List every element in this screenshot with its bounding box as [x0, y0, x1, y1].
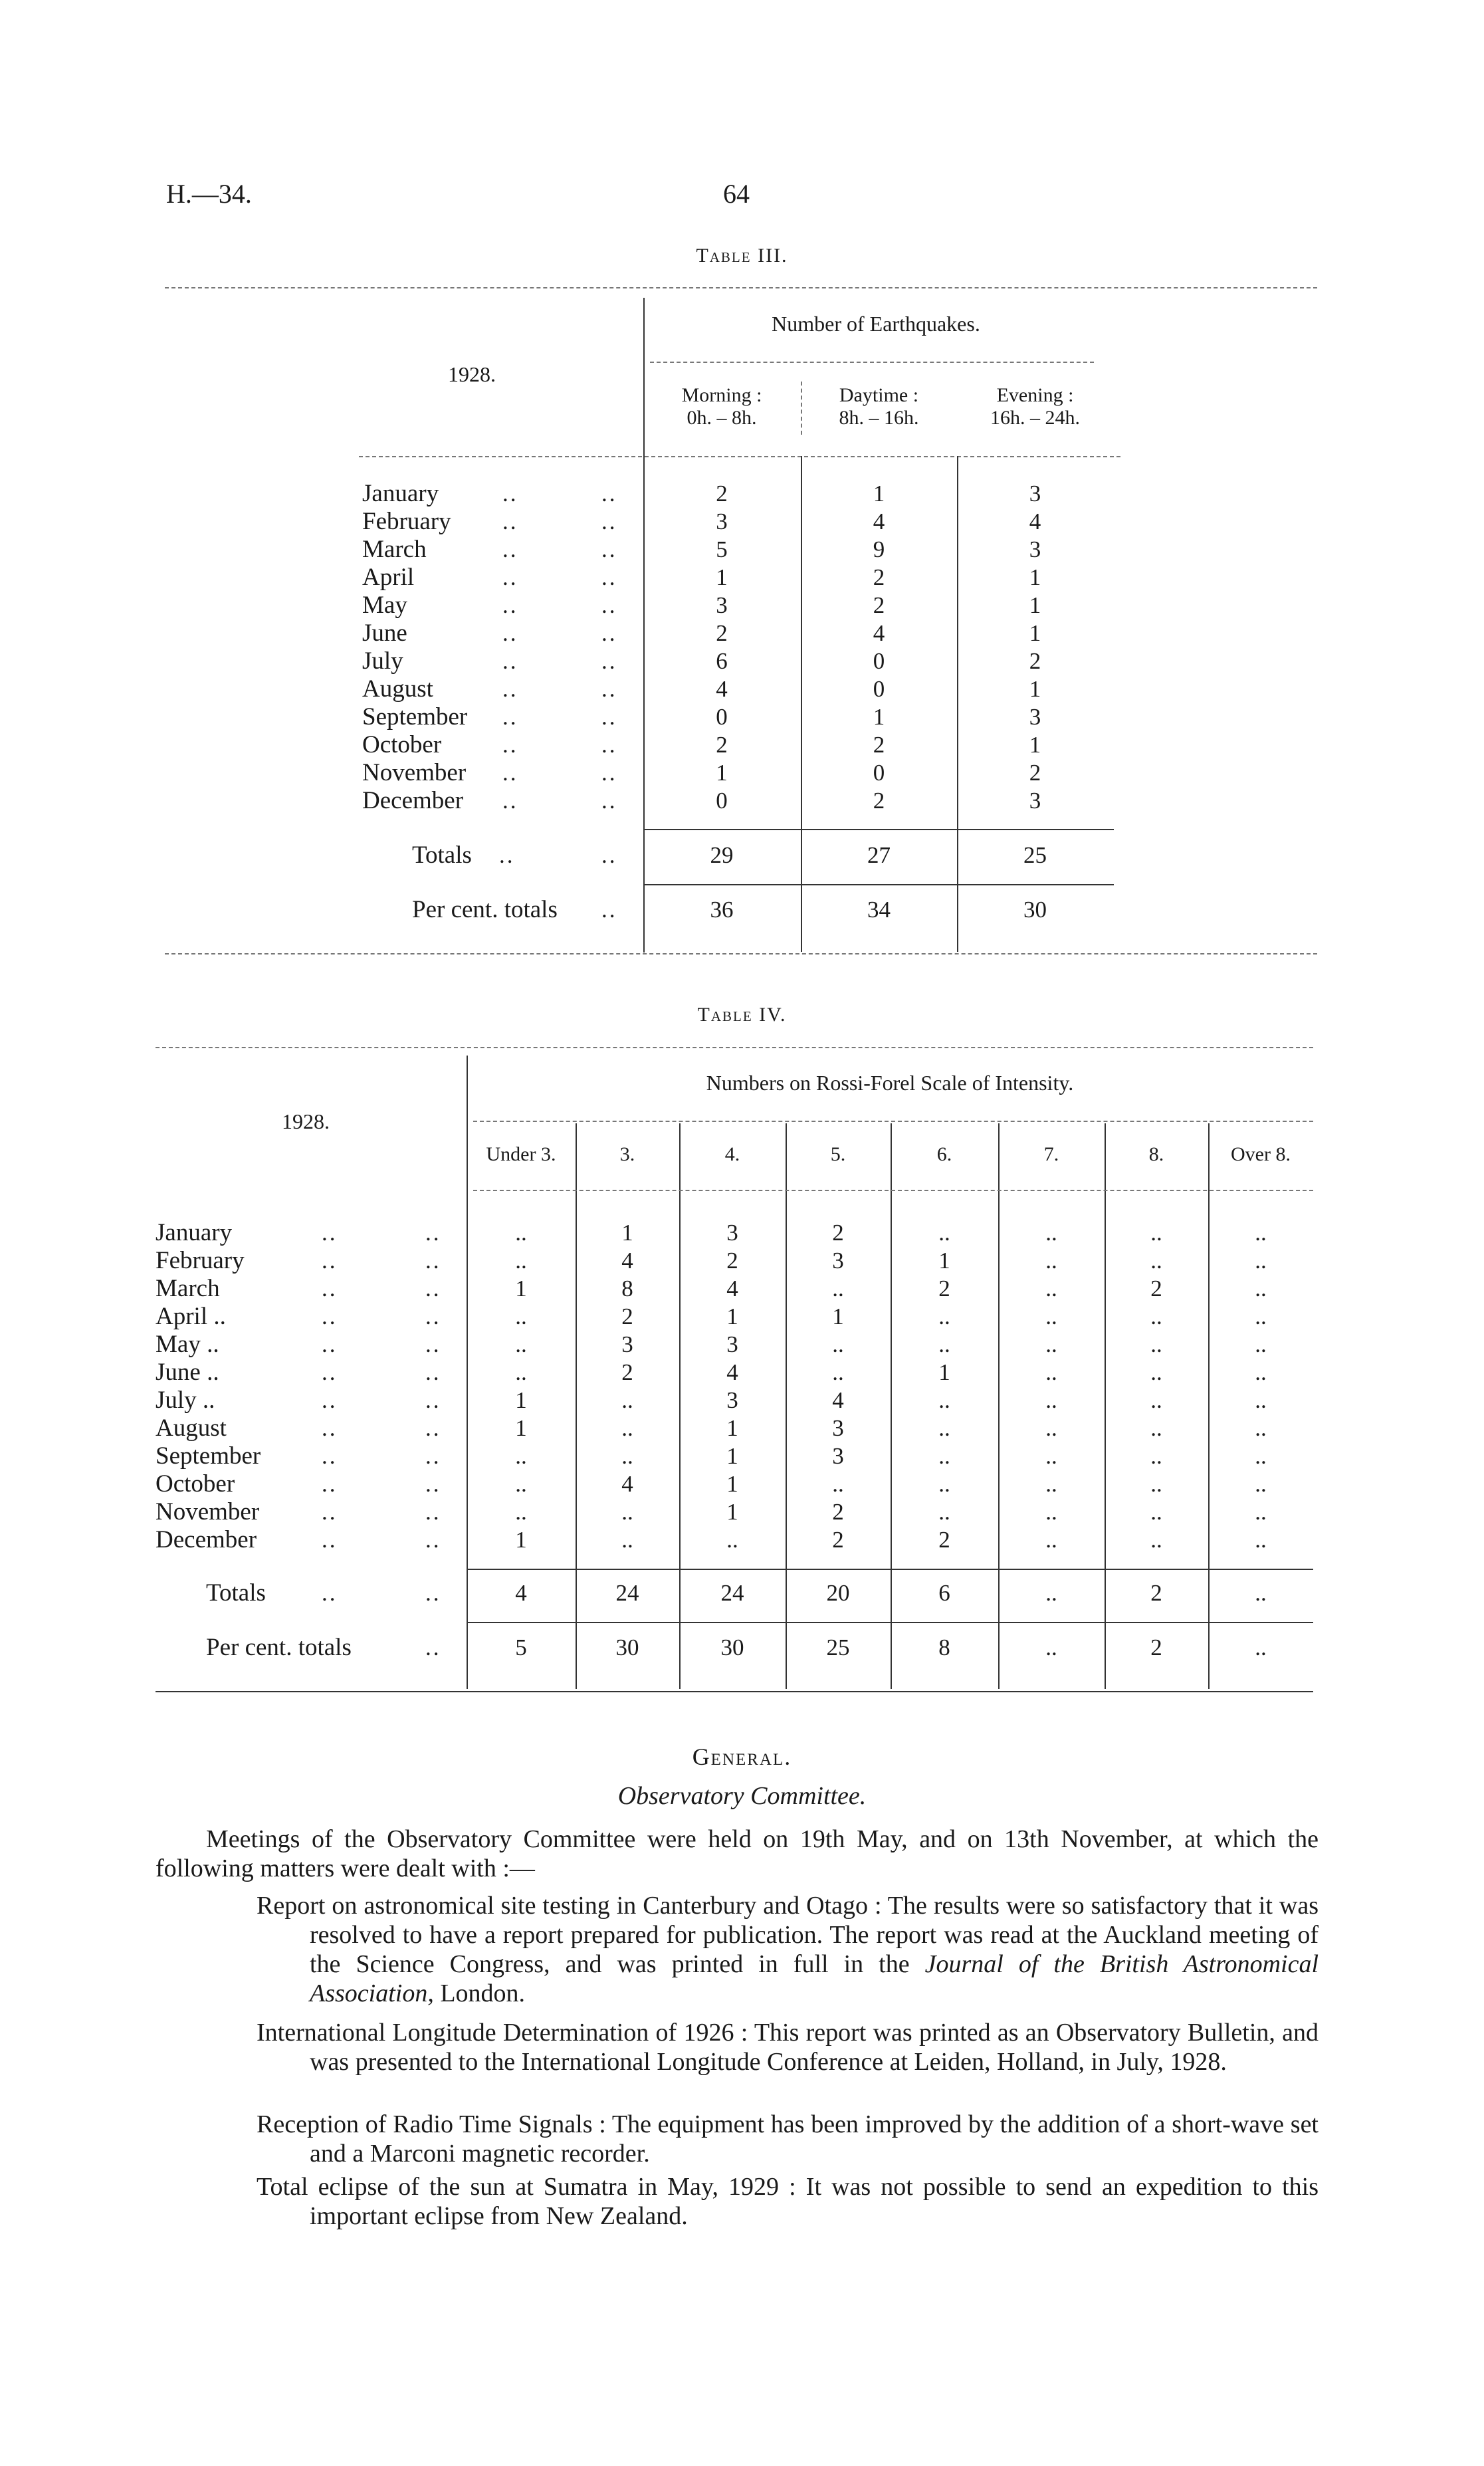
table3-cell: 2 [716, 732, 728, 758]
list-item-site-testing [257, 1891, 1319, 2008]
table4-row-label: August [156, 1414, 227, 1442]
table3-totals-label: Totals [412, 841, 472, 869]
table3-col-header: Daytime : [839, 384, 919, 406]
table4-cell: 8 [621, 1276, 633, 1301]
table3-year-label: 1928. [448, 362, 496, 386]
leader-dots: .. [425, 1220, 441, 1246]
table4-cell: .. [832, 1471, 844, 1497]
table3-cell: 3 [716, 508, 728, 534]
table4-percent-cell: .. [1045, 1634, 1057, 1660]
leader-dots: .. [601, 564, 617, 590]
table4-cell: .. [1150, 1331, 1162, 1357]
table4-cell: 2 [938, 1276, 950, 1301]
table4-cell: .. [621, 1443, 633, 1469]
table4-cell: 2 [832, 1527, 844, 1553]
table4-cell: 1 [726, 1471, 738, 1497]
table3-totals-rule [643, 829, 1114, 830]
table3-row-label: July [362, 647, 403, 675]
table3-cell: 1 [1029, 564, 1041, 590]
table3-col-header: Evening : [996, 384, 1074, 406]
table3-cell: 2 [1029, 760, 1041, 786]
leader-dots: .. [425, 1443, 441, 1469]
leader-dots: .. [322, 1471, 338, 1497]
table3-cell: 1 [716, 564, 728, 590]
table4-top-rule [156, 1047, 1313, 1048]
journal-title: Journal of the British Astronomical Association, [310, 1950, 1319, 2007]
table4-cell: .. [515, 1331, 527, 1357]
table4-percent-cell: 2 [1150, 1634, 1162, 1660]
leader-dots: .. [601, 704, 617, 730]
table4-cell: .. [1045, 1276, 1057, 1301]
table4-cell: 2 [832, 1220, 844, 1246]
table4-caption: Table IV. [697, 1004, 787, 1026]
table3-cell: 4 [716, 676, 728, 702]
table4-cell: .. [1255, 1248, 1267, 1274]
table3-group-header: Number of Earthquakes. [772, 312, 980, 336]
table4-cell: .. [621, 1387, 633, 1413]
table4-cell: .. [1045, 1220, 1057, 1246]
table4-percent-cell: 25 [826, 1634, 850, 1660]
leader-dots: .. [601, 842, 617, 868]
table3-row-label: April [362, 564, 415, 591]
table3-caption: Table III. [696, 245, 788, 267]
leader-dots: .. [502, 676, 518, 702]
leader-dots: .. [322, 1276, 338, 1301]
table3-cell: 1 [1029, 592, 1041, 618]
table4-col-header: 7. [1043, 1143, 1059, 1165]
leader-dots: .. [502, 592, 518, 618]
list-item-radio-signals: Reception of Radio Time Signals : The equipment has been improved by the addition of a short-wave set and a Marconi magnetic recorder. [257, 2110, 1319, 2168]
table4-year-label: 1928. [282, 1109, 330, 1133]
leader-dots: .. [425, 1415, 441, 1441]
table4-cell: .. [1150, 1499, 1162, 1525]
leader-dots: .. [601, 508, 617, 534]
table4-total-cell: 24 [720, 1580, 744, 1606]
table3-cell: 0 [873, 676, 885, 702]
leader-dots: .. [322, 1303, 338, 1329]
table4-cell: 1 [621, 1220, 633, 1246]
table4-total-cell: 24 [615, 1580, 639, 1606]
table3-row-label: August [362, 675, 433, 703]
table4-col-header: 4. [724, 1143, 740, 1165]
table4-cell: .. [832, 1276, 844, 1301]
table4-cell: .. [515, 1471, 527, 1497]
leader-dots: .. [601, 648, 617, 674]
table4-cell: 3 [832, 1443, 844, 1469]
table4-cell: .. [1150, 1387, 1162, 1413]
leader-dots: .. [502, 564, 518, 590]
leader-dots: .. [322, 1359, 338, 1385]
table4-cell: 1 [515, 1415, 527, 1441]
leader-dots: .. [425, 1471, 441, 1497]
table4-cell: .. [621, 1499, 633, 1525]
leader-dots: .. [322, 1331, 338, 1357]
table3-cell: 5 [716, 536, 728, 562]
table4-cell: .. [1045, 1387, 1057, 1413]
table4-cell: .. [1045, 1331, 1057, 1357]
table3-cell: 2 [1029, 648, 1041, 674]
table4-col-header: 8. [1148, 1143, 1164, 1165]
table3-cell: 3 [716, 592, 728, 618]
table4-col-header: 3. [619, 1143, 635, 1165]
table4-total-cell: 4 [515, 1580, 527, 1606]
leader-dots: .. [601, 788, 617, 814]
table4-cell: .. [621, 1415, 633, 1441]
table3-cell: 1 [716, 760, 728, 786]
table3-cell: 1 [873, 704, 885, 730]
table3-cell: 0 [716, 704, 728, 730]
table4-cell: .. [1045, 1443, 1057, 1469]
list-item-longitude: International Longitude Determination of 1926 : This report was printed as an Observatory Bulletin, and was presented to the International Longitude Conference at Leiden, Holland, in July, 1928. [257, 2019, 1319, 2076]
table3-group-rule [650, 362, 1094, 363]
table4-total-cell: 20 [826, 1580, 850, 1606]
table4-cell: 1 [832, 1303, 844, 1329]
leader-dots: .. [425, 1303, 441, 1329]
table3-total-cell: 27 [867, 842, 891, 868]
table3-cell: 1 [873, 481, 885, 506]
table4-cell: 3 [621, 1331, 633, 1357]
table4-row-label: January [156, 1219, 233, 1246]
table3-cell: 4 [1029, 508, 1041, 534]
leader-dots: .. [322, 1527, 338, 1553]
table4-col-header: Under 3. [486, 1143, 556, 1165]
table3-percent-rule [643, 884, 1114, 885]
table3-cell: 2 [873, 788, 885, 814]
table4-cell: .. [1045, 1415, 1057, 1441]
leader-dots: .. [502, 481, 518, 506]
table4-cell: .. [1150, 1220, 1162, 1246]
leader-dots: .. [425, 1580, 441, 1606]
table4-cell: .. [1255, 1527, 1267, 1553]
leader-dots: .. [425, 1634, 441, 1660]
table4-total-cell: .. [1045, 1580, 1057, 1606]
table3-row-label: December [362, 787, 464, 814]
page-number: 64 [723, 179, 750, 209]
table4-cell: 1 [726, 1415, 738, 1441]
table3-cell: 1 [1029, 676, 1041, 702]
table4-percent-cell: 30 [615, 1634, 639, 1660]
table4-percent-cell: .. [1255, 1634, 1267, 1660]
table4-cell: .. [515, 1443, 527, 1469]
table4-cell: 1 [515, 1276, 527, 1301]
item-tail: London. [440, 1979, 526, 2007]
table3-row-label: March [362, 536, 427, 563]
table3-bottom-rule [165, 953, 1317, 954]
leader-dots: .. [601, 536, 617, 562]
table4-cell: .. [1150, 1303, 1162, 1329]
table4-cell: 1 [938, 1359, 950, 1385]
table4-cell: .. [938, 1471, 950, 1497]
table4-cell: .. [1255, 1331, 1267, 1357]
table4-cell: 4 [621, 1471, 633, 1497]
table3-col-header-range: 16h. – 24h. [990, 407, 1080, 429]
table4-cell: 2 [621, 1359, 633, 1385]
table4-cell: 1 [938, 1248, 950, 1274]
table3-cell: 2 [716, 481, 728, 506]
leader-dots: .. [601, 592, 617, 618]
leader-dots: .. [502, 704, 518, 730]
table4-cell: .. [1150, 1248, 1162, 1274]
leader-dots: .. [425, 1248, 441, 1274]
table3-cell: 4 [873, 508, 885, 534]
table3-col-header-range: 0h. – 8h. [687, 407, 757, 429]
table4-percent-rule [467, 1622, 1313, 1623]
table4-row-label: September [156, 1442, 261, 1470]
table4-cell: 3 [726, 1387, 738, 1413]
table4-cell: 4 [621, 1248, 633, 1274]
table3-percent-label: Per cent. totals [412, 896, 558, 923]
table3-cell: 2 [873, 592, 885, 618]
leader-dots: .. [601, 481, 617, 506]
leader-dots: .. [502, 620, 518, 646]
leader-dots: .. [322, 1220, 338, 1246]
table4-cell: .. [938, 1415, 950, 1441]
table4-header-rule [473, 1190, 1313, 1191]
table4-cell: .. [938, 1220, 950, 1246]
table3-col-header: Morning : [681, 384, 762, 406]
table4-cell: .. [1255, 1443, 1267, 1469]
table4-total-cell: .. [1255, 1580, 1267, 1606]
table4-cell: 3 [832, 1415, 844, 1441]
table4-group-header: Numbers on Rossi-Forel Scale of Intensity. [706, 1071, 1074, 1095]
table4-percent-label: Per cent. totals [206, 1634, 352, 1661]
table4-cell: 1 [726, 1443, 738, 1469]
table4-cell: .. [1255, 1471, 1267, 1497]
table3-row-label: May [362, 592, 407, 619]
document-reference: H.—34. [166, 179, 252, 209]
table4-cell: .. [515, 1220, 527, 1246]
table3-row-label: November [362, 759, 467, 786]
table4-cell: .. [1255, 1415, 1267, 1441]
leader-dots: .. [322, 1580, 338, 1606]
table3-cell: 3 [1029, 788, 1041, 814]
leader-dots: .. [601, 732, 617, 758]
table4-cell: .. [1045, 1499, 1057, 1525]
table4-cell: .. [1255, 1387, 1267, 1413]
table4-cell: .. [1150, 1471, 1162, 1497]
list-item-eclipse: Total eclipse of the sun at Sumatra in May, 1929 : It was not possible to send an expedition to this important eclipse from New Zealand. [257, 2173, 1319, 2230]
leader-dots: .. [425, 1387, 441, 1413]
leader-dots: .. [502, 760, 518, 786]
table4-row-label: June .. [156, 1359, 219, 1386]
table3-cell: 0 [873, 760, 885, 786]
table3-percent-cell: 36 [710, 897, 734, 923]
table4-cell: .. [938, 1331, 950, 1357]
table4-cell: 4 [726, 1359, 738, 1385]
leader-dots: .. [425, 1359, 441, 1385]
table4-row-label: October [156, 1470, 235, 1498]
table4-cell: .. [515, 1359, 527, 1385]
table4-cell: .. [1255, 1359, 1267, 1385]
table4-cell: .. [1150, 1359, 1162, 1385]
leader-dots: .. [425, 1276, 441, 1301]
table4-cell: .. [832, 1331, 844, 1357]
table3-row-label: February [362, 508, 451, 535]
leader-dots: .. [502, 508, 518, 534]
table4-cell: .. [726, 1527, 738, 1553]
table4-cell: .. [1150, 1527, 1162, 1553]
leader-dots: .. [499, 842, 515, 868]
table4-cell: .. [938, 1499, 950, 1525]
leader-dots: .. [322, 1415, 338, 1441]
table3-row-label: June [362, 619, 407, 647]
table3-cell: 0 [716, 788, 728, 814]
table4-cell: .. [938, 1387, 950, 1413]
table3-header-rule [359, 456, 1120, 457]
table3-percent-cell: 30 [1023, 897, 1047, 923]
leader-dots: .. [601, 760, 617, 786]
table4-bottom-rule [156, 1691, 1313, 1692]
table3-col-header-range: 8h. – 16h. [839, 407, 919, 429]
table4-cell: .. [1255, 1499, 1267, 1525]
table3-cell: 1 [1029, 620, 1041, 646]
leader-dots: .. [502, 732, 518, 758]
table4-cell: .. [1150, 1443, 1162, 1469]
table4-col-header: Over 8. [1231, 1143, 1291, 1165]
table3-row-label: September [362, 703, 468, 730]
table4-cell: .. [515, 1303, 527, 1329]
table3-cell: 2 [873, 564, 885, 590]
table4-row-label: May .. [156, 1331, 219, 1358]
item-text: Report on astronomical site testing in Canterbury and Otago : The results were so satisfactory that it was resolved to have a report prepared for publication. The report was read at the Auckland meeting of the Science Congress, and was printed in full in the [257, 1892, 1319, 1978]
table4-cell: .. [1045, 1359, 1057, 1385]
table4-total-cell: 2 [1150, 1580, 1162, 1606]
leader-dots: .. [322, 1443, 338, 1469]
table4-cell: .. [1255, 1303, 1267, 1329]
table4-row-label: November [156, 1498, 260, 1525]
intro-paragraph: Meetings of the Observatory Committee were held on 19th May, and on 13th November, at which the following matters were dealt with :— [156, 1825, 1319, 1882]
table4-row-label: July .. [156, 1387, 215, 1414]
table3-percent-cell: 34 [867, 897, 891, 923]
leader-dots: .. [425, 1527, 441, 1553]
leader-dots: .. [601, 676, 617, 702]
leader-dots: .. [502, 648, 518, 674]
leader-dots: .. [425, 1331, 441, 1357]
table3-cell: 9 [873, 536, 885, 562]
table3-cell: 3 [1029, 536, 1041, 562]
table4-row-label: March [156, 1275, 220, 1302]
leader-dots: .. [601, 897, 617, 923]
table3-total-cell: 25 [1023, 842, 1047, 868]
table4-cell: .. [621, 1527, 633, 1553]
table4-cell: .. [515, 1248, 527, 1274]
table4-cell: .. [1045, 1471, 1057, 1497]
table4-cell: .. [938, 1443, 950, 1469]
table3-top-rule [165, 287, 1317, 288]
table4-cell: 1 [726, 1499, 738, 1525]
table4-total-cell: 6 [938, 1580, 950, 1606]
table4-cell: 1 [515, 1527, 527, 1553]
leader-dots: .. [502, 788, 518, 814]
table4-col-header: 6. [936, 1143, 952, 1165]
table4-totals-label: Totals [206, 1579, 266, 1607]
table3-cell: 1 [1029, 732, 1041, 758]
leader-dots: .. [322, 1499, 338, 1525]
table4-cell: .. [1150, 1415, 1162, 1441]
table4-cell: .. [1255, 1220, 1267, 1246]
leader-dots: .. [601, 620, 617, 646]
table4-cell: 3 [726, 1331, 738, 1357]
leader-dots: .. [322, 1387, 338, 1413]
table4-percent-cell: 5 [515, 1634, 527, 1660]
table4-cell: .. [1045, 1248, 1057, 1274]
table4-group-rule [473, 1121, 1313, 1122]
table4-cell: 2 [832, 1499, 844, 1525]
table4-cell: .. [938, 1303, 950, 1329]
leader-dots: .. [425, 1499, 441, 1525]
table4-cell: 2 [938, 1527, 950, 1553]
table4-cell: .. [515, 1499, 527, 1525]
table3-cell: 6 [716, 648, 728, 674]
table4-row-label: April .. [156, 1303, 226, 1330]
table4-col-header: 5. [830, 1143, 846, 1165]
table3-row-label: October [362, 731, 442, 758]
table4-cell: 3 [726, 1220, 738, 1246]
table3-header-divider [801, 382, 802, 435]
table4-cell: 1 [515, 1387, 527, 1413]
table4-cell: 4 [832, 1387, 844, 1413]
table4-cell: .. [1045, 1527, 1057, 1553]
table4-percent-cell: 30 [720, 1634, 744, 1660]
table3-cell: 4 [873, 620, 885, 646]
table4-percent-cell: 8 [938, 1634, 950, 1660]
table4-row-label: February [156, 1247, 245, 1274]
table4-cell: 2 [726, 1248, 738, 1274]
table4-cell: .. [1045, 1303, 1057, 1329]
table3-row-label: January [362, 480, 439, 507]
leader-dots: .. [502, 536, 518, 562]
table4-row-label: December [156, 1526, 257, 1553]
table4-cell: 4 [726, 1276, 738, 1301]
section-heading-general: General. [692, 1743, 792, 1770]
table3-cell: 0 [873, 648, 885, 674]
table4-cell: 2 [1150, 1276, 1162, 1301]
table4-cell: .. [832, 1359, 844, 1385]
subheading-observatory-committee: Observatory Committee. [617, 1782, 867, 1810]
table3-total-cell: 29 [710, 842, 734, 868]
table4-totals-rule [467, 1569, 1313, 1570]
table4-cell: .. [1255, 1276, 1267, 1301]
table4-cell: 2 [621, 1303, 633, 1329]
table4-cell: 1 [726, 1303, 738, 1329]
table4-cell: 3 [832, 1248, 844, 1274]
table3-cell: 2 [716, 620, 728, 646]
table3-cell: 2 [873, 732, 885, 758]
table3-cell: 3 [1029, 704, 1041, 730]
table3-cell: 3 [1029, 481, 1041, 506]
leader-dots: .. [322, 1248, 338, 1274]
